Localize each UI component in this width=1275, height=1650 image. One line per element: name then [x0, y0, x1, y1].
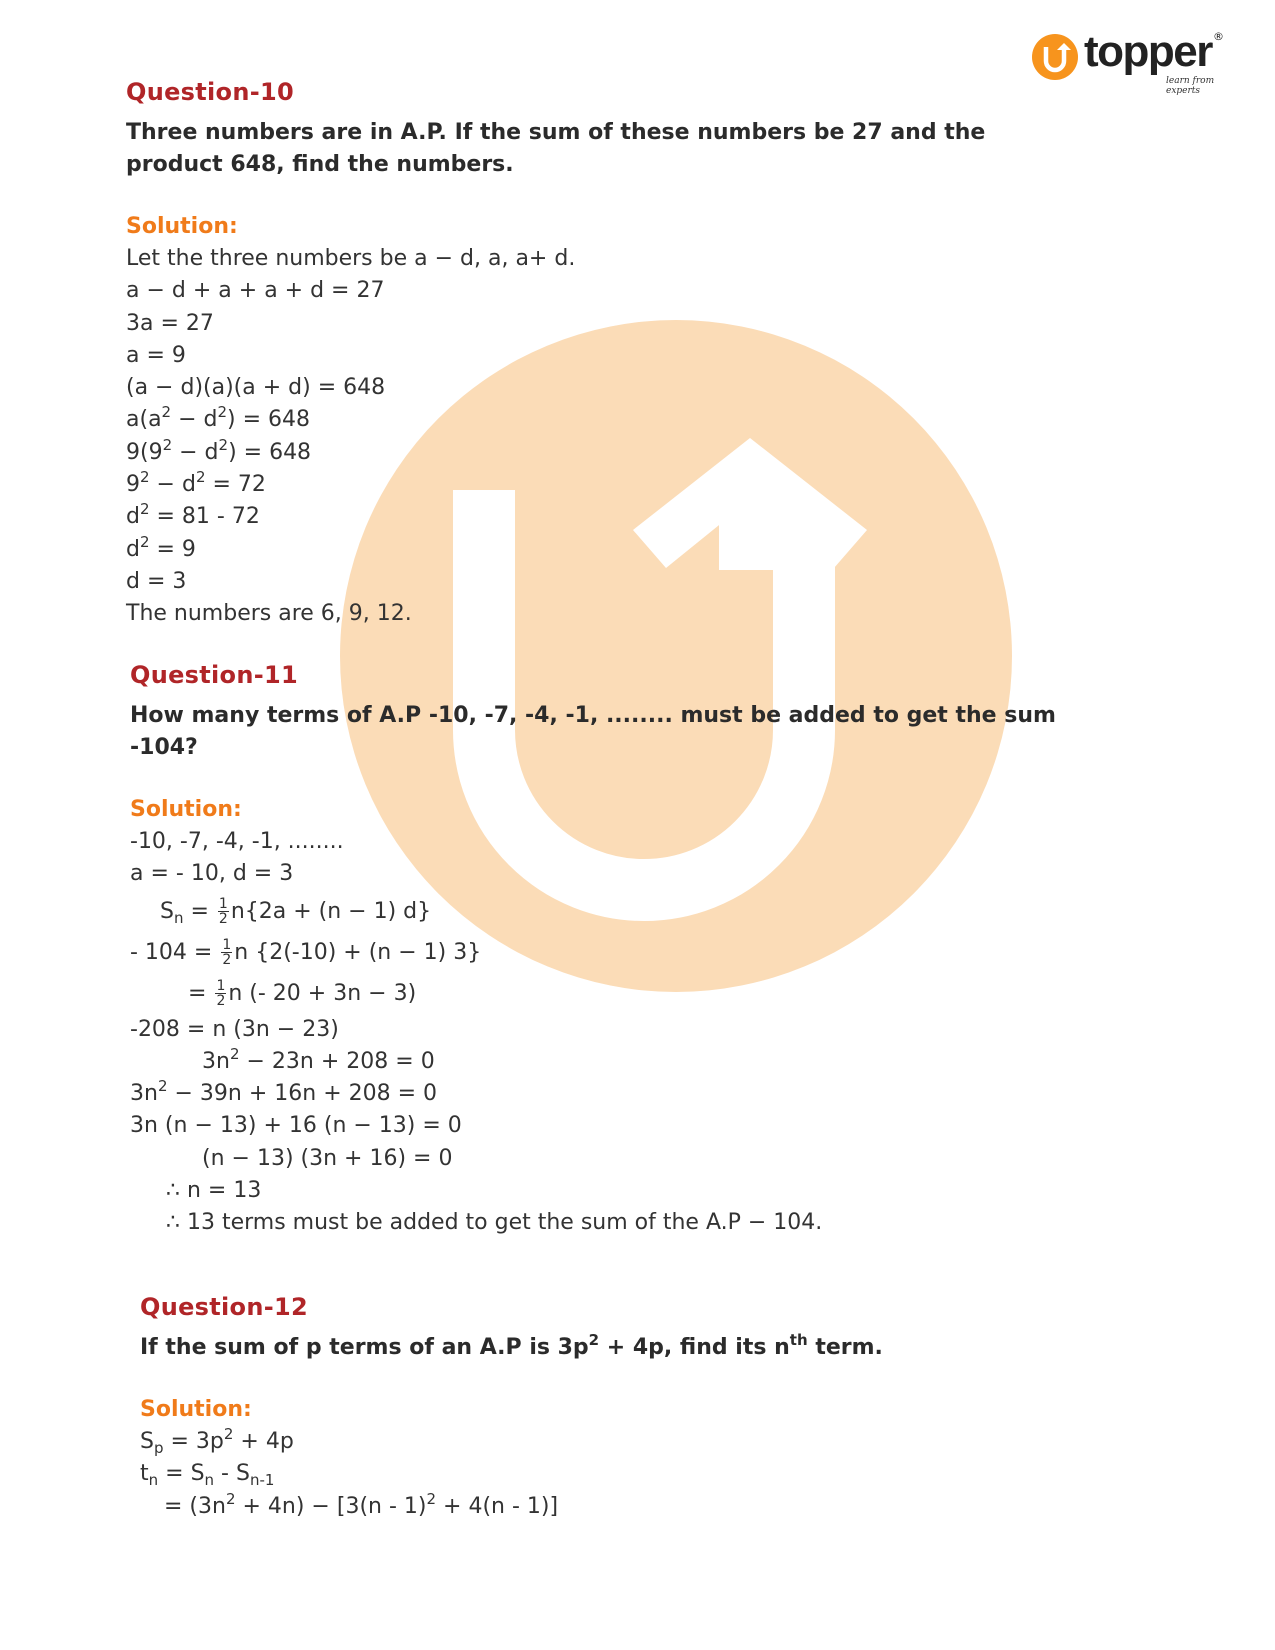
solution-line: 3n (n − 13) + 16 (n − 13) = 0 — [130, 1113, 462, 1139]
solution-line: a − d + a + a + d = 27 — [126, 278, 385, 304]
brand-name: topper — [1084, 27, 1212, 76]
registered-mark: ® — [1213, 30, 1224, 43]
fraction: $\frac{1}{2}$ — [216, 978, 226, 1010]
topper-logo-icon — [1032, 34, 1078, 80]
solution-line: $9(9^2 - d^2) = 648$ — [126, 435, 312, 465]
solution-line: - 104 = $\frac{1}{2}$ n {2(-10) + (n − 1) 3} — [130, 937, 482, 969]
solution-line: $d^2 = 81 - 72$ — [126, 500, 260, 530]
question-12-section — [140, 1292, 1140, 1523]
question-text: How many terms of A.P -10, -7, -4, -1, ........ must be added to get the sum -104? — [130, 703, 1056, 760]
solution-line: (a − d)(a)(a + d) = 648 — [126, 375, 386, 401]
fraction: $\frac{1}{2}$ — [218, 896, 228, 928]
solution-line: d = 3 — [126, 568, 187, 594]
solution-line: $a(a^2 - d^2) = 648$ — [126, 403, 311, 433]
solution-line: (n − 13) (3n + 16) = 0 — [202, 1145, 453, 1171]
solution-label: Solution: — [140, 1397, 252, 1422]
solution-line: $3n^2 - 23n + 208 = 0$ — [202, 1044, 435, 1074]
solution-line: $9^2 - d^2 = 72$ — [126, 468, 266, 498]
solution-line: $S_p = 3p^2 + 4p$ — [140, 1425, 294, 1457]
solution-line: a = - 10, d = 3 — [130, 861, 294, 887]
solution-label: Solution: — [130, 797, 242, 822]
question-title: Question-10 — [126, 78, 294, 106]
topper-logo — [1032, 27, 1232, 96]
solution-line: = $\frac{1}{2}$ n (- 20 + 3n − 3) — [188, 978, 417, 1010]
solution-line: -10, -7, -4, -1, ........ — [130, 829, 344, 854]
question-text: If the sum of p terms of an A.P is $3p^2 + 4p$, find its $n^{th}$ term. — [140, 1331, 883, 1360]
question-10-section — [126, 77, 1026, 631]
solution-line: 3a = 27 — [126, 310, 214, 336]
question-11-section — [130, 660, 1130, 1240]
question-text: Three numbers are in A.P. If the sum of these numbers be 27 and the product 648, find the numbers. — [126, 120, 986, 177]
solution-line: $d^2 = 9$ — [126, 532, 196, 562]
solution-line: ∴ n = 13 — [166, 1178, 262, 1204]
solution-line: $t_n = S_n - S_{n-1}$ — [140, 1461, 275, 1490]
solution-line: a = 9 — [126, 342, 186, 368]
solution-line: The numbers are 6, 9, 12. — [126, 601, 412, 627]
solution-label: Solution: — [126, 214, 238, 239]
solution-line: Let the three numbers be a − d, a, a+ d. — [126, 246, 576, 271]
brand-tagline: learn from experts — [1166, 76, 1215, 96]
question-title: Question-12 — [140, 1293, 308, 1321]
solution-line: ∴ 13 terms must be added to get the sum of the A.P − 104. — [166, 1210, 823, 1236]
solution-line: -208 = n (3n − 23) — [130, 1016, 339, 1042]
solution-line: $3n^2 - 39n + 16n + 208 = 0$ — [130, 1077, 438, 1107]
question-title: Question-11 — [130, 661, 298, 689]
fraction: $\frac{1}{2}$ — [222, 937, 232, 969]
solution-line: = $(3n^2 + 4n) - [3(n - 1)^2 + 4(n - 1)]$ — [164, 1489, 559, 1519]
solution-line: $S_n$ = $\frac{1}{2}$ n{2a + (n − 1) d} — [160, 896, 432, 928]
